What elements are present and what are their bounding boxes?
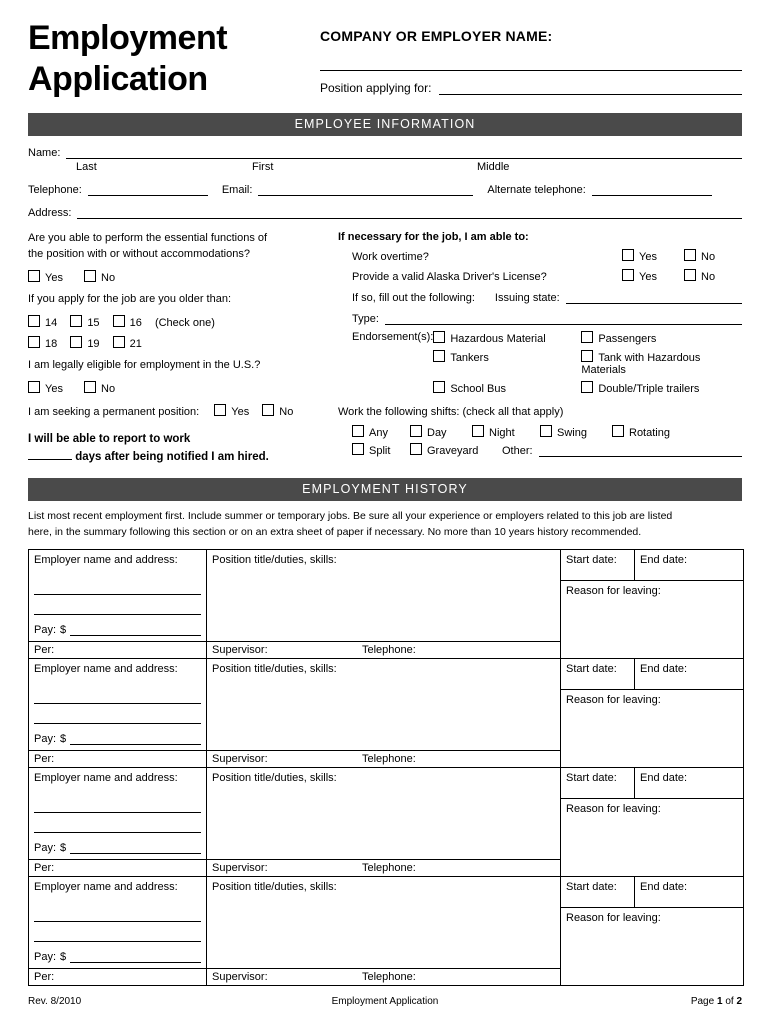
mid-left-column <box>28 231 338 467</box>
age-question: If you apply for the job are you older than: <box>28 292 232 305</box>
name-sub-middle: Middle <box>477 160 510 173</box>
pay-row <box>34 840 201 854</box>
checkbox-icon[interactable] <box>262 404 274 416</box>
name-label: Name: <box>28 146 61 159</box>
supervisor-telephone-label: Telephone: <box>362 861 416 874</box>
reason-for-leaving-label[interactable]: Reason for leaving: <box>566 911 661 924</box>
issuing-state-label: Issuing state: <box>494 291 560 304</box>
supervisor-row <box>207 968 560 985</box>
age-19-option[interactable] <box>70 336 99 350</box>
age-check-one-note: (Check one) <box>154 316 215 329</box>
permanent-no-option[interactable] <box>262 404 293 418</box>
age-18-label: 18 <box>45 337 58 350</box>
alternate-telephone-input[interactable] <box>592 182 712 196</box>
employer-address-lines[interactable] <box>34 684 201 724</box>
end-date-label[interactable]: End date: <box>640 880 688 893</box>
shift-label: Any <box>369 426 388 439</box>
form-title-line1: Employment <box>28 19 228 57</box>
company-name-label: COMPANY OR EMPLOYER NAME: <box>320 28 553 44</box>
supervisor-telephone-label: Telephone: <box>362 970 416 983</box>
footer-page-of: of <box>725 995 734 1007</box>
license-type-label: Type: <box>352 312 379 325</box>
footer-page-indicator <box>512 996 742 1007</box>
email-input[interactable] <box>258 182 473 196</box>
age-options-row1 <box>28 315 330 329</box>
license-type-row <box>338 311 742 325</box>
footer-page-total: 2 <box>736 995 742 1007</box>
shift-any-option[interactable] <box>352 425 410 439</box>
endorsement-label: Tankers <box>450 351 489 364</box>
employer-cell <box>29 877 207 985</box>
mid-right-column <box>338 231 742 467</box>
overtime-yes-option[interactable] <box>622 249 684 263</box>
checkbox-icon[interactable] <box>113 336 125 348</box>
dates-cell <box>561 659 743 767</box>
position-duties-input[interactable] <box>212 893 555 968</box>
dates-top-row <box>561 768 743 799</box>
employment-history-row <box>29 877 743 985</box>
position-input[interactable] <box>439 80 742 95</box>
header-fields <box>320 18 742 95</box>
pay-input[interactable] <box>70 949 201 963</box>
shift-label: Graveyard <box>427 444 479 457</box>
employer-label: Employer name and address: <box>34 880 178 893</box>
checkbox-icon[interactable] <box>684 249 696 261</box>
employer-label: Employer name and address: <box>34 771 178 784</box>
employer-cell <box>29 768 207 876</box>
checkbox-icon[interactable] <box>214 404 226 416</box>
checkbox-icon[interactable] <box>581 350 593 362</box>
footer-page-prefix: Page <box>690 995 715 1007</box>
pay-label: Pay: <box>34 623 57 636</box>
employer-line[interactable] <box>34 902 201 922</box>
permanent-yes-option[interactable] <box>214 404 249 418</box>
page-footer <box>28 996 742 1007</box>
essential-functions-line1: Are you able to perform the essential functions of <box>28 231 268 244</box>
name-row <box>28 145 742 159</box>
start-date-label[interactable]: Start date: <box>561 550 635 580</box>
supervisor-label: Supervisor: <box>212 752 268 765</box>
dates-top-row <box>561 659 743 690</box>
position-cell <box>207 659 561 767</box>
license-row <box>338 269 742 283</box>
endorsement-label: Double/Triple trailers <box>598 382 700 395</box>
employer-address-lines[interactable] <box>34 575 201 615</box>
checkbox-icon[interactable] <box>84 381 96 393</box>
shifts-label: Work the following shifts: (check all that apply) <box>338 405 564 418</box>
shifts-row-2 <box>338 443 742 457</box>
license-no-option[interactable] <box>684 269 742 283</box>
section-employee-information: EMPLOYEE INFORMATION <box>28 113 742 136</box>
report-to-work-line2 <box>28 448 330 466</box>
per-row <box>29 641 206 658</box>
telephone-label: Telephone: <box>28 183 82 196</box>
employment-history-note-line1: List most recent employment first. Include summer or temporary jobs. Be sure all your experience or employers related to this job are listed <box>28 510 673 523</box>
report-days-input[interactable] <box>28 459 72 460</box>
employment-history-row <box>29 768 743 877</box>
pay-input[interactable] <box>70 840 201 854</box>
employment-history-note-line2: here, in the summary following this section or on an extra sheet of paper if necessary. No more than 10 years history recommended. <box>28 526 642 539</box>
shift-split-option[interactable] <box>352 443 410 457</box>
age-19-label: 19 <box>87 337 100 350</box>
pay-label: Pay: <box>34 841 57 854</box>
section-employment-history: EMPLOYMENT HISTORY <box>28 478 742 501</box>
per-label: Per: <box>34 970 55 983</box>
checkbox-icon[interactable] <box>540 425 552 437</box>
overtime-yes-label: Yes <box>639 250 657 263</box>
checkbox-icon[interactable] <box>433 350 445 362</box>
position-duties-input[interactable] <box>212 566 555 641</box>
endorsement-label: Passengers <box>598 332 657 345</box>
essential-functions-question <box>28 231 330 263</box>
age-options-row2 <box>28 336 330 350</box>
age-15-option[interactable] <box>70 315 99 329</box>
supervisor-row <box>207 859 560 876</box>
supervisor-label: Supervisor: <box>212 643 268 656</box>
employment-history-note <box>28 509 742 541</box>
legal-yes-option[interactable] <box>28 381 63 395</box>
checkbox-icon[interactable] <box>28 381 40 393</box>
supervisor-label: Supervisor: <box>212 861 268 874</box>
report-to-work-line2-text: days after being notified I am hired. <box>75 451 269 464</box>
pay-currency: $ <box>60 841 67 854</box>
address-row <box>28 205 742 219</box>
age-18-option[interactable] <box>28 336 57 350</box>
form-title-line2: Application <box>28 60 208 99</box>
employer-address-lines[interactable] <box>34 793 201 833</box>
dates-top-row <box>561 550 743 581</box>
checkbox-icon[interactable] <box>684 269 696 281</box>
report-to-work-block <box>28 430 330 467</box>
pay-input[interactable] <box>70 731 201 745</box>
shift-label: Swing <box>557 426 587 439</box>
shift-swing-option[interactable] <box>540 425 612 439</box>
permanent-no-label: No <box>279 405 294 418</box>
endorsements-row-3 <box>433 381 742 395</box>
position-cell <box>207 877 561 985</box>
reason-for-leaving-label[interactable]: Reason for leaving: <box>566 584 661 597</box>
license-question: Provide a valid Alaska Driver's License? <box>352 270 547 283</box>
supervisor-telephone-label: Telephone: <box>362 752 416 765</box>
name-input[interactable] <box>66 145 742 159</box>
legal-eligibility-options <box>28 381 330 395</box>
end-date-label[interactable]: End date: <box>640 553 688 566</box>
employer-line[interactable] <box>34 704 201 724</box>
start-date-label[interactable]: Start date: <box>561 768 635 798</box>
employer-cell <box>29 550 207 658</box>
essential-yes-label: Yes <box>45 271 63 284</box>
checkbox-icon[interactable] <box>433 381 445 393</box>
license-no-label: No <box>701 270 716 283</box>
endorsements-row-1 <box>433 331 742 345</box>
pay-currency: $ <box>60 623 67 636</box>
endorsements-block <box>338 331 742 400</box>
other-shift-label: Other: <box>502 444 533 457</box>
shift-label: Split <box>369 444 391 457</box>
checkbox-icon[interactable] <box>28 315 40 327</box>
footer-center-title: Employment Application <box>331 995 439 1007</box>
endorsement-school-bus-option[interactable] <box>433 381 581 395</box>
endorsement-tank-hazmat-option[interactable] <box>581 350 742 376</box>
legal-eligibility-question: I am legally eligible for employment in the U.S.? <box>28 358 261 371</box>
checkbox-icon[interactable] <box>410 425 422 437</box>
checkbox-icon[interactable] <box>622 269 634 281</box>
supervisor-label: Supervisor: <box>212 970 268 983</box>
pay-currency: $ <box>60 950 67 963</box>
shift-night-option[interactable] <box>472 425 540 439</box>
checkbox-icon[interactable] <box>70 315 82 327</box>
pay-row <box>34 949 201 963</box>
checkbox-icon[interactable] <box>612 425 624 437</box>
supervisor-row <box>207 641 560 658</box>
position-cell <box>207 550 561 658</box>
position-duties-label: Position title/duties, skills: <box>212 771 337 784</box>
checkbox-icon[interactable] <box>28 270 40 282</box>
endorsement-double-triple-option[interactable] <box>581 381 742 395</box>
shift-label: Night <box>489 426 515 439</box>
checkbox-icon[interactable] <box>581 331 593 343</box>
reason-for-leaving-label[interactable]: Reason for leaving: <box>566 802 661 815</box>
form-title <box>28 18 320 101</box>
employment-history-table <box>28 549 744 986</box>
legal-no-label: No <box>101 382 116 395</box>
pay-currency: $ <box>60 732 67 745</box>
legal-yes-label: Yes <box>45 382 63 395</box>
endorsement-tankers-option[interactable] <box>433 350 581 376</box>
name-sub-first: First <box>252 160 274 173</box>
end-date-label[interactable]: End date: <box>640 662 688 675</box>
employment-history-row <box>29 550 743 659</box>
checkbox-icon[interactable] <box>84 270 96 282</box>
age-16-label: 16 <box>129 316 142 329</box>
supervisor-row <box>207 750 560 767</box>
legal-no-option[interactable] <box>84 381 115 395</box>
per-label: Per: <box>34 752 55 765</box>
age-14-label: 14 <box>45 316 58 329</box>
checkbox-icon[interactable] <box>433 331 445 343</box>
endorsement-hazardous-material-option[interactable] <box>433 331 581 345</box>
per-label: Per: <box>34 643 55 656</box>
checkbox-icon[interactable] <box>113 315 125 327</box>
name-sub-last: Last <box>76 160 97 173</box>
endorsements-label: Endorsement(s): <box>352 330 434 343</box>
position-duties-label: Position title/duties, skills: <box>212 553 337 566</box>
endorsements-row-2 <box>433 350 742 376</box>
employer-line[interactable] <box>34 793 201 813</box>
report-to-work-line1: I will be able to report to work <box>28 432 191 445</box>
endorsement-label: School Bus <box>450 382 506 395</box>
shift-day-option[interactable] <box>410 425 472 439</box>
age-15-label: 15 <box>87 316 100 329</box>
checkbox-icon[interactable] <box>410 443 422 455</box>
endorsement-label: Tank with Hazardous Materials <box>581 351 701 376</box>
email-label: Email: <box>221 183 253 196</box>
employer-line[interactable] <box>34 575 201 595</box>
position-cell <box>207 768 561 876</box>
supervisor-telephone-label: Telephone: <box>362 643 416 656</box>
dates-top-row <box>561 877 743 908</box>
position-duties-label: Position title/duties, skills: <box>212 662 337 675</box>
start-date-label[interactable]: Start date: <box>561 659 635 689</box>
essential-no-label: No <box>101 271 116 284</box>
shift-label: Day <box>427 426 447 439</box>
permanent-yes-label: Yes <box>231 405 250 418</box>
dates-cell <box>561 768 743 876</box>
age-16-option[interactable] <box>113 315 142 329</box>
employer-address-lines[interactable] <box>34 902 201 942</box>
age-21-label: 21 <box>129 337 142 350</box>
overtime-no-option[interactable] <box>684 249 742 263</box>
employer-cell <box>29 659 207 767</box>
endorsement-passengers-option[interactable] <box>581 331 742 345</box>
shift-rotating-option[interactable] <box>612 425 742 439</box>
telephone-input[interactable] <box>88 182 208 196</box>
mid-two-columns <box>28 231 742 467</box>
checkbox-icon[interactable] <box>581 381 593 393</box>
per-row <box>29 968 206 985</box>
essential-no-option[interactable] <box>84 270 115 284</box>
employer-line[interactable] <box>34 813 201 833</box>
position-duties-input[interactable] <box>212 675 555 750</box>
license-yes-option[interactable] <box>622 269 684 283</box>
license-type-input[interactable] <box>385 311 742 325</box>
checkbox-icon[interactable] <box>28 336 40 348</box>
checkbox-icon[interactable] <box>472 425 484 437</box>
per-row <box>29 859 206 876</box>
employment-history-row <box>29 659 743 768</box>
employer-label: Employer name and address: <box>34 553 178 566</box>
other-shift-input[interactable] <box>539 443 742 457</box>
end-date-label[interactable]: End date: <box>640 771 688 784</box>
name-sub-labels <box>28 161 742 173</box>
pay-label: Pay: <box>34 950 57 963</box>
shift-label: Rotating <box>629 426 670 439</box>
shifts-row-1 <box>338 425 742 439</box>
address-input[interactable] <box>77 205 742 219</box>
position-label: Position applying for: <box>320 81 432 95</box>
permanent-position-row <box>28 404 330 418</box>
shift-graveyard-option[interactable] <box>410 443 502 457</box>
issuing-state-row <box>338 290 742 304</box>
issuing-state-input[interactable] <box>566 290 742 304</box>
dates-cell <box>561 877 743 985</box>
position-duties-input[interactable] <box>212 784 555 859</box>
overtime-no-label: No <box>701 250 716 263</box>
checkbox-icon[interactable] <box>622 249 634 261</box>
footer-page-number: 1 <box>716 995 723 1007</box>
alternate-telephone-label: Alternate telephone: <box>487 183 586 196</box>
reason-for-leaving-label[interactable]: Reason for leaving: <box>566 693 661 706</box>
footer-revision: Rev. 8/2010 <box>28 995 82 1007</box>
job-ability-heading: If necessary for the job, I am able to: <box>338 230 529 243</box>
company-name-input[interactable] <box>320 44 742 71</box>
pay-label: Pay: <box>34 732 57 745</box>
employer-line[interactable] <box>34 922 201 942</box>
overtime-question: Work overtime? <box>352 250 429 263</box>
endorsement-label: Hazardous Material <box>450 332 546 345</box>
per-row <box>29 750 206 767</box>
essential-functions-options <box>28 270 330 284</box>
age-21-option[interactable] <box>113 336 142 350</box>
position-row <box>320 80 742 95</box>
checkbox-icon[interactable] <box>70 336 82 348</box>
pay-input[interactable] <box>70 622 201 636</box>
employer-label: Employer name and address: <box>34 662 178 675</box>
checkbox-icon[interactable] <box>352 425 364 437</box>
license-yes-label: Yes <box>639 270 657 283</box>
pay-row <box>34 731 201 745</box>
overtime-row <box>338 249 742 263</box>
checkbox-icon[interactable] <box>352 443 364 455</box>
essential-yes-option[interactable] <box>28 270 63 284</box>
if-so-label: If so, fill out the following: <box>352 291 475 304</box>
per-label: Per: <box>34 861 55 874</box>
form-header <box>28 18 742 101</box>
employer-line[interactable] <box>34 595 201 615</box>
permanent-position-question: I am seeking a permanent position: <box>28 405 200 418</box>
employer-line[interactable] <box>34 684 201 704</box>
contact-row <box>28 182 742 196</box>
age-14-option[interactable] <box>28 315 57 329</box>
dates-cell <box>561 550 743 658</box>
address-label: Address: <box>28 206 72 219</box>
essential-functions-line2: the position with or without accommodations? <box>28 247 250 260</box>
position-duties-label: Position title/duties, skills: <box>212 880 337 893</box>
start-date-label[interactable]: Start date: <box>561 877 635 907</box>
pay-row <box>34 622 201 636</box>
